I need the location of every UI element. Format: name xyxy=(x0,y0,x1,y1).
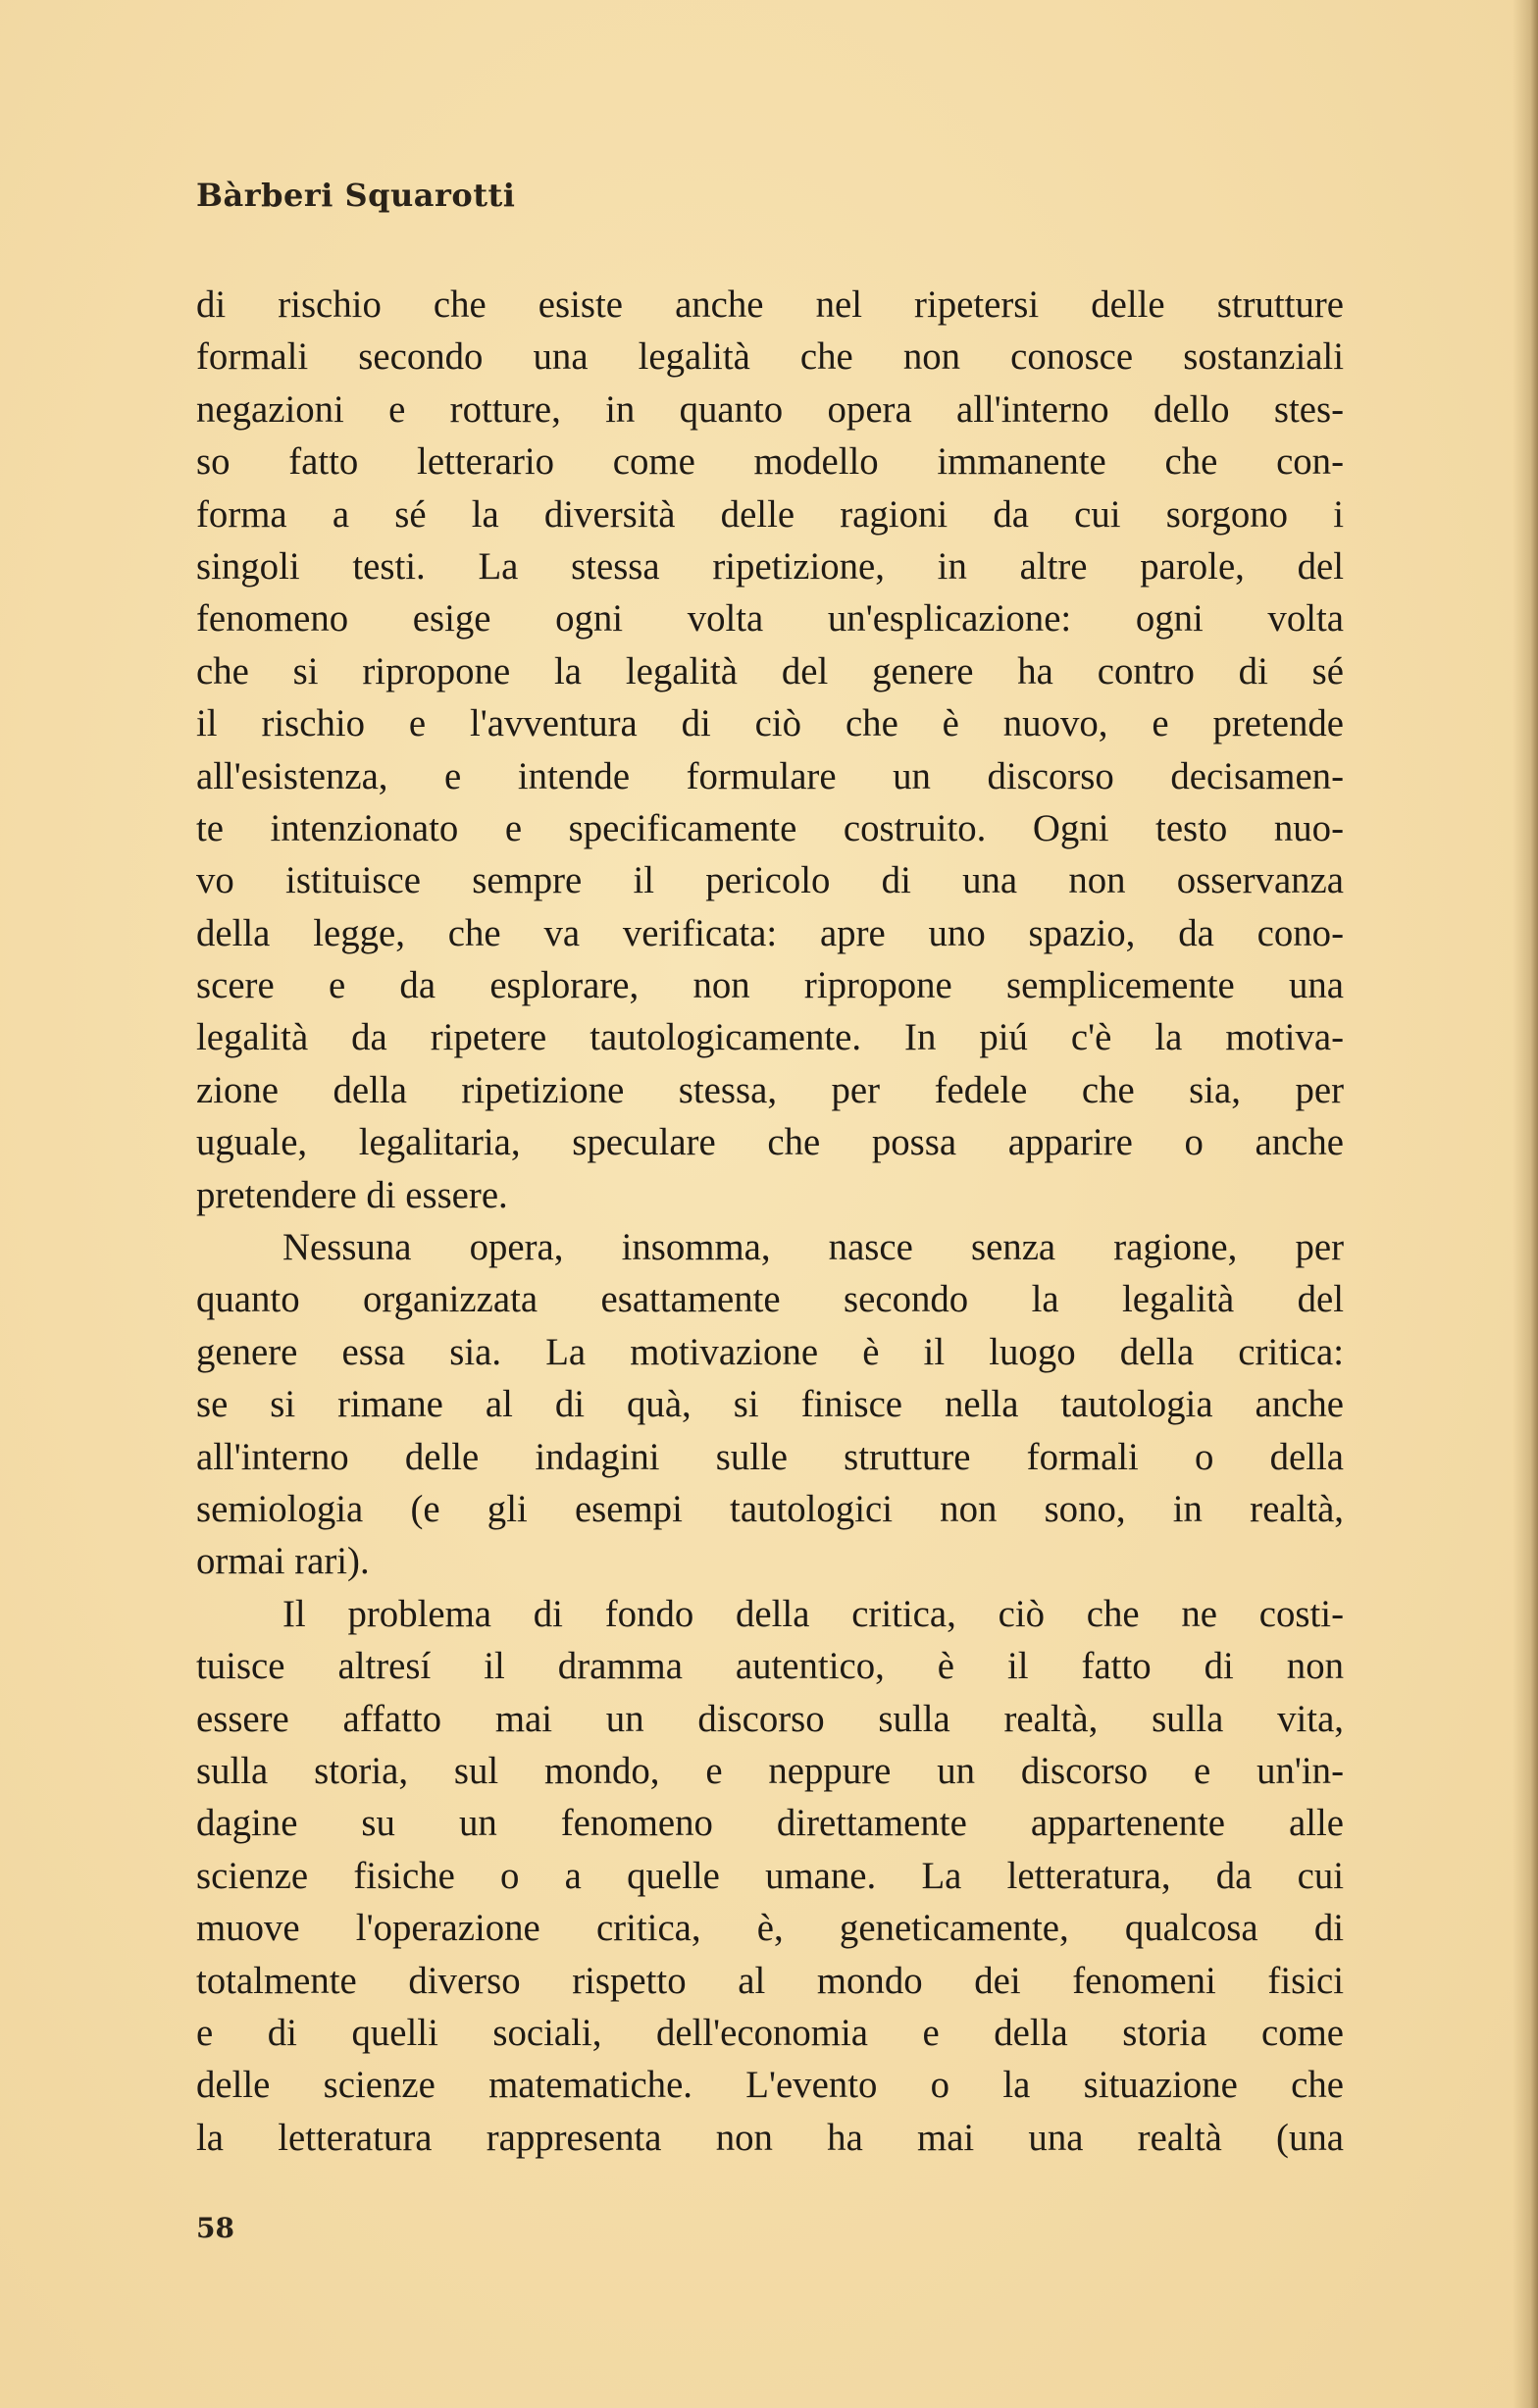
text-line: te intenzionato e specificamente costruito. Ogni testo nuo- xyxy=(196,806,1344,849)
text-line: se si rimane al di quà, si finisce nella tautologia anche xyxy=(196,1383,1344,1426)
text-line: sulla storia, sul mondo, e neppure un discorso e un'in- xyxy=(196,1749,1344,1792)
text-line: zione della ripetizione stessa, per fedele che sia, per xyxy=(196,1068,1344,1111)
text-line: uguale, legalitaria, speculare che possa apparire o anche xyxy=(196,1121,1344,1164)
text-line: forma a sé la diversità delle ragioni da cui sorgono i xyxy=(196,492,1344,536)
text-line: Il problema di fondo della critica, ciò che ne costi- xyxy=(282,1592,1344,1635)
text-line: muove l'operazione critica, è, geneticamente, qualcosa di xyxy=(196,1907,1344,1950)
text-line: singoli testi. La stessa ripetizione, in altre parole, del xyxy=(196,544,1344,588)
text-line: semiologia (e gli esempi tautologici non sono, in realtà, xyxy=(196,1487,1344,1530)
text-line: tuisce altresí il dramma autentico, è il fatto di non xyxy=(196,1645,1344,1688)
text-line: totalmente diverso rispetto al mondo dei fenomeni fisici xyxy=(196,1959,1344,2002)
text-line: scienze fisiche o a quelle umane. La letteratura, da cui xyxy=(196,1854,1344,1897)
text-line: il rischio e l'avventura di ciò che è nuovo, e pretende xyxy=(196,702,1344,745)
text-line: all'esistenza, e intende formulare un discorso decisamen- xyxy=(196,754,1344,797)
text-line: so fatto letterario come modello immanente che con- xyxy=(196,440,1344,484)
text-line: quanto organizzata esattamente secondo la legalità del xyxy=(196,1278,1344,1321)
text-line: delle scienze matematiche. L'evento o la situazione che xyxy=(196,2064,1344,2107)
text-line: dagine su un fenomeno direttamente appartenente alle xyxy=(196,1802,1344,1845)
text-line: negazioni e rotture, in quanto opera all'interno dello stes- xyxy=(196,387,1344,431)
text-line: e di quelli sociali, dell'economia e della storia come xyxy=(196,2011,1344,2054)
text-line: genere essa sia. La motivazione è il luogo della critica: xyxy=(196,1330,1344,1373)
text-line: Nessuna opera, insomma, nasce senza ragione, per xyxy=(282,1226,1344,1269)
text-line: scere e da esplorare, non ripropone semplicemente una xyxy=(196,964,1344,1007)
text-line: all'interno delle indagini sulle strutture formali o della xyxy=(196,1435,1344,1478)
text-line: la letteratura rappresenta non ha mai una realtà (una xyxy=(196,2116,1344,2159)
paragraph-3 xyxy=(196,1588,1344,2164)
running-head: Bàrberi Squarotti xyxy=(196,177,516,214)
paragraph-1 xyxy=(196,279,1344,1221)
text-line: essere affatto mai un discorso sulla realtà, sulla vita, xyxy=(196,1697,1344,1740)
paragraph-2 xyxy=(196,1221,1344,1588)
text-line: di rischio che esiste anche nel ripetersi delle strutture xyxy=(196,283,1344,326)
page-number: 58 xyxy=(196,2212,234,2244)
text-line: che si ripropone la legalità del genere ha contro di sé xyxy=(196,649,1344,692)
page-edge-shadow xyxy=(1512,0,1538,2408)
text-line: vo istituisce sempre il pericolo di una non osservanza xyxy=(196,859,1344,902)
text-line: della legge, che va verificata: apre uno spazio, da cono- xyxy=(196,911,1344,954)
text-line: ormai rari). xyxy=(196,1540,370,1583)
text-line: fenomeno esige ogni volta un'esplicazione: ogni volta xyxy=(196,597,1344,640)
text-line: formali secondo una legalità che non conosce sostanziali xyxy=(196,335,1344,379)
body-text xyxy=(196,279,1344,2164)
text-line: legalità da ripetere tautologicamente. In piú c'è la motiva- xyxy=(196,1016,1344,1059)
text-line: pretendere di essere. xyxy=(196,1173,508,1216)
